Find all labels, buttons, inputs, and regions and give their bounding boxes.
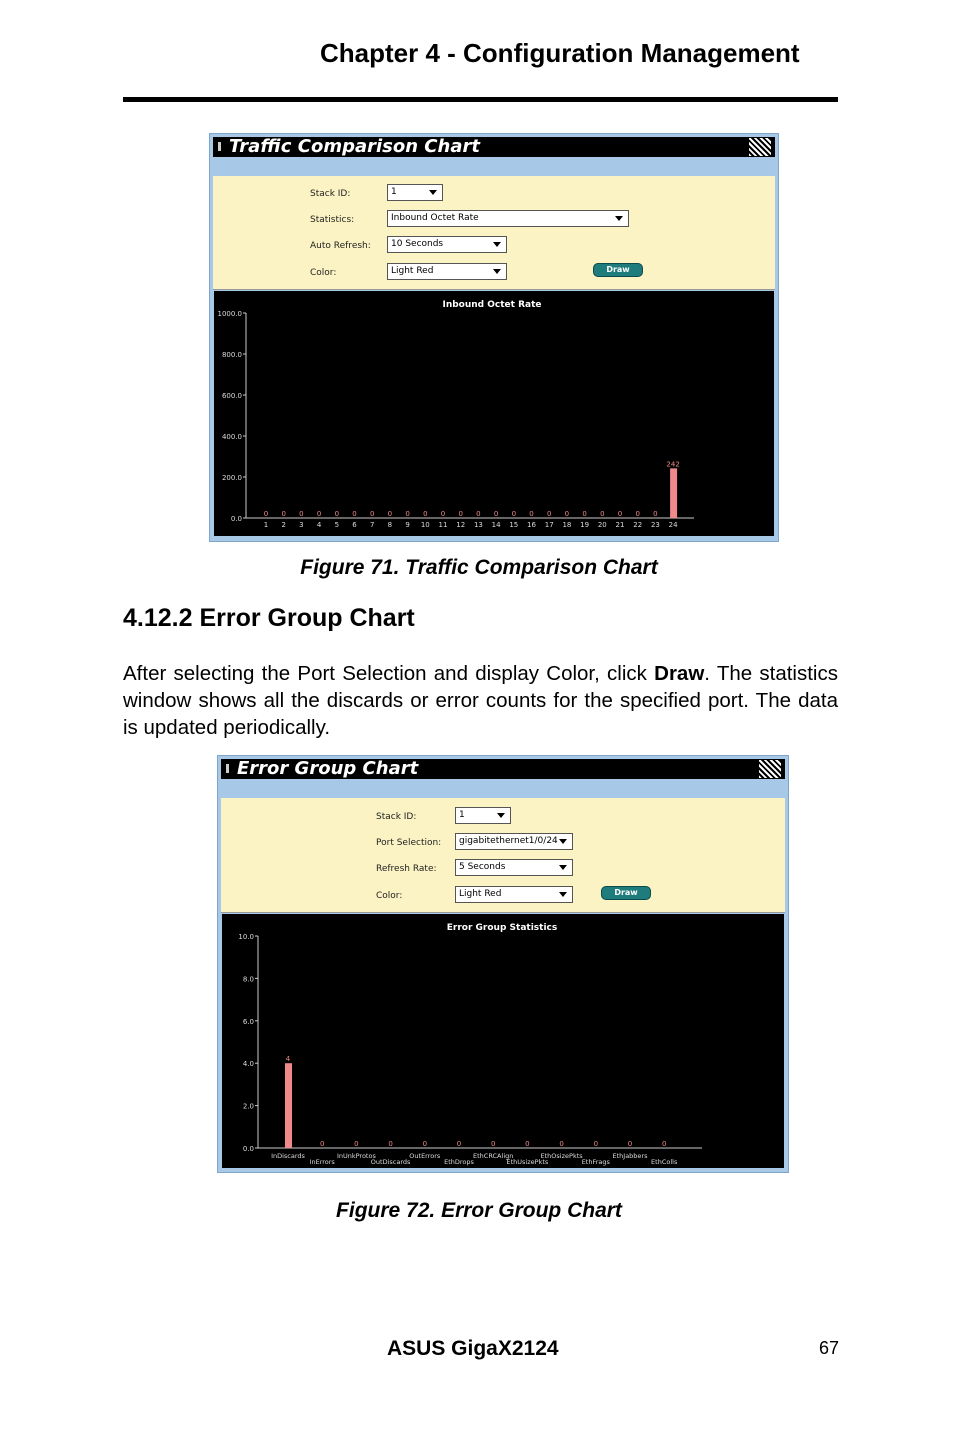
data-label: 0 <box>456 1140 462 1148</box>
x-tick-label: 11 <box>438 521 448 529</box>
y-tick-label: 10.0 <box>238 933 254 941</box>
traffic-chart-svg <box>214 291 774 536</box>
data-label: 0 <box>635 510 640 518</box>
brand-logo-icon <box>749 138 771 156</box>
x-tick-label: 3 <box>299 521 304 529</box>
data-label: 0 <box>299 510 304 518</box>
data-label: 0 <box>319 1140 325 1148</box>
data-label: 0 <box>369 510 375 518</box>
bar <box>670 468 677 518</box>
chart-settings-form <box>213 176 775 290</box>
section-heading: 4.12.2 Error Group Chart <box>123 604 415 632</box>
chevron-down-icon <box>559 865 567 870</box>
stack-id-value: 1 <box>459 810 465 820</box>
x-tick-label: 20 <box>597 521 607 529</box>
window-title: Error Group Chart <box>237 758 419 779</box>
chevron-down-icon <box>559 839 567 844</box>
window-menu-icon[interactable] <box>218 142 221 151</box>
x-tick-label: OutErrors <box>409 1152 441 1160</box>
statistics-select[interactable] <box>387 210 629 227</box>
figure-caption: Figure 72. Error Group Chart <box>336 1199 622 1222</box>
color-select[interactable] <box>455 886 573 903</box>
x-tick-label: 7 <box>369 521 375 529</box>
chart-title: Inbound Octet Rate <box>442 300 542 310</box>
data-label: 0 <box>564 510 570 518</box>
x-tick-label: 5 <box>334 521 340 529</box>
x-tick-label: 8 <box>387 521 393 529</box>
y-tick-label: 6.0 <box>242 1017 254 1026</box>
auto-refresh-value: 10 Seconds <box>391 239 444 249</box>
data-label: 0 <box>600 510 605 518</box>
x-tick-label: 4 <box>316 521 322 529</box>
figure-caption: Figure 71. Traffic Comparison Chart <box>300 556 658 579</box>
x-tick-label: 9 <box>405 521 410 529</box>
stack-id-select[interactable] <box>455 807 511 824</box>
port-selection-label: Port Selection: <box>376 838 442 848</box>
chevron-down-icon <box>615 216 623 221</box>
paragraph-bold-draw: Draw <box>654 662 705 685</box>
refresh-rate-select[interactable] <box>455 859 573 876</box>
data-label: 0 <box>405 510 410 518</box>
y-tick-label: 1000.0 <box>217 310 242 318</box>
data-label: 0 <box>529 510 534 518</box>
x-tick-label: 19 <box>580 521 590 529</box>
x-tick-label: 16 <box>527 521 536 529</box>
data-label: 0 <box>334 510 340 518</box>
x-tick-label: 15 <box>509 521 519 529</box>
chart-settings-form <box>221 798 785 913</box>
data-label: 0 <box>525 1140 530 1148</box>
x-tick-label: EthJabbers <box>612 1152 648 1160</box>
data-label: 0 <box>559 1140 564 1148</box>
y-tick-label: 4.0 <box>242 1060 254 1069</box>
x-tick-label: 14 <box>491 521 501 529</box>
brand-logo-icon <box>759 760 781 778</box>
traffic-chart <box>214 291 774 536</box>
draw-button[interactable]: Draw <box>593 263 643 277</box>
draw-button[interactable]: Draw <box>601 886 651 900</box>
data-label: 0 <box>422 1140 428 1148</box>
color-value: Light Red <box>459 889 502 899</box>
color-label: Color: <box>310 268 337 278</box>
x-tick-label: 2 <box>281 521 286 529</box>
traffic-comparison-window <box>209 133 779 542</box>
data-label: 0 <box>458 510 463 518</box>
x-tick-label: 1 <box>263 521 269 529</box>
x-tick-label: 6 <box>352 521 357 529</box>
chevron-down-icon <box>497 813 505 818</box>
x-tick-label: 13 <box>473 521 483 529</box>
port-selection-value: gigabitethernet1/0/24 <box>459 836 558 846</box>
data-label: 0 <box>490 1140 496 1148</box>
y-tick-label: 8.0 <box>242 975 254 984</box>
x-tick-label: EthUsizePkts <box>506 1158 549 1166</box>
error-group-window <box>217 755 789 1173</box>
stack-id-label: Stack ID: <box>310 189 351 199</box>
section-paragraph <box>123 660 838 741</box>
data-label: 0 <box>440 510 446 518</box>
x-tick-label: InErrors <box>309 1158 335 1166</box>
chevron-down-icon <box>429 190 437 195</box>
stack-id-value: 1 <box>391 187 397 197</box>
x-tick-label: EthFrags <box>581 1158 610 1166</box>
x-tick-label: EthDrops <box>444 1158 474 1166</box>
data-label: 0 <box>493 510 499 518</box>
x-tick-label: EthOsizePkts <box>540 1152 583 1160</box>
x-tick-label: 18 <box>562 521 572 529</box>
stack-id-select[interactable] <box>387 184 443 201</box>
refresh-rate-value: 5 Seconds <box>459 862 506 872</box>
chevron-down-icon <box>493 269 501 274</box>
data-label: 0 <box>627 1140 633 1148</box>
x-tick-label: InUnkProtos <box>336 1152 376 1160</box>
error-chart <box>222 914 784 1168</box>
error-chart-svg <box>222 914 784 1168</box>
data-label: 0 <box>476 510 481 518</box>
data-label: 0 <box>593 1140 599 1148</box>
data-label: 0 <box>354 1140 359 1148</box>
x-tick-label: 23 <box>650 521 660 529</box>
statistics-value: Inbound Octet Rate <box>391 213 479 223</box>
x-tick-label: 21 <box>615 521 625 529</box>
footer-product: ASUS GigaX2124 <box>387 1337 559 1360</box>
y-tick-label: 400.0 <box>221 433 242 441</box>
data-label: 0 <box>316 510 322 518</box>
x-tick-label: 22 <box>633 521 643 529</box>
statistics-label: Statistics: <box>310 215 355 225</box>
auto-refresh-label: Auto Refresh: <box>310 241 371 251</box>
x-tick-label: 10 <box>420 521 430 529</box>
data-label: 0 <box>388 1140 393 1148</box>
chart-title: Error Group Statistics <box>446 923 558 933</box>
port-selection-select[interactable] <box>455 833 573 850</box>
window-titlebar <box>213 137 775 157</box>
y-tick-label: 0.0 <box>242 1145 254 1153</box>
color-label: Color: <box>376 891 403 901</box>
page-number: 67 <box>819 1338 840 1358</box>
paragraph-text-end: . The statistics window shows all the discards or error counts for the specified port. The data is updated periodically. <box>123 662 838 739</box>
y-tick-label: 200.0 <box>221 474 242 482</box>
data-label: 0 <box>352 510 357 518</box>
data-label: 0 <box>281 510 286 518</box>
auto-refresh-select[interactable] <box>387 236 507 253</box>
window-titlebar <box>221 759 785 779</box>
window-title: Traffic Comparison Chart <box>229 136 480 157</box>
data-label: 0 <box>617 510 623 518</box>
data-label: 0 <box>582 510 587 518</box>
chevron-down-icon <box>559 892 567 897</box>
x-tick-label: EthCRCAlign <box>473 1152 514 1160</box>
y-tick-label: 2.0 <box>242 1102 254 1111</box>
data-label: 0 <box>653 510 658 518</box>
data-label: 0 <box>511 510 517 518</box>
data-label: 0 <box>387 510 393 518</box>
x-tick-label: 17 <box>544 521 554 529</box>
chapter-title: Chapter 4 - Configuration Management <box>320 38 800 68</box>
x-tick-label: 12 <box>456 521 466 529</box>
stack-id-label: Stack ID: <box>376 812 417 822</box>
color-value: Light Red <box>391 266 434 276</box>
x-tick-label: InDiscards <box>271 1152 305 1160</box>
data-label: 0 <box>263 510 269 518</box>
chapter-rule <box>123 97 838 102</box>
y-tick-label: 800.0 <box>221 351 242 359</box>
data-label: 0 <box>546 510 552 518</box>
data-label: 0 <box>661 1140 667 1148</box>
data-label: 4 <box>285 1055 291 1064</box>
x-tick-label: OutDiscards <box>370 1158 411 1166</box>
paragraph-text-start: After selecting the Port Selection and display Color, click <box>123 662 655 685</box>
bar <box>285 1063 292 1148</box>
x-tick-label: 24 <box>668 521 678 529</box>
data-label: 0 <box>423 510 428 518</box>
color-select[interactable] <box>387 263 507 280</box>
refresh-rate-label: Refresh Rate: <box>376 864 437 874</box>
chevron-down-icon <box>493 242 501 247</box>
y-tick-label: 0.0 <box>230 515 242 523</box>
x-tick-label: EthColls <box>651 1158 678 1166</box>
window-menu-icon[interactable] <box>226 764 229 773</box>
data-label: 242 <box>666 460 680 469</box>
y-tick-label: 600.0 <box>221 392 242 400</box>
